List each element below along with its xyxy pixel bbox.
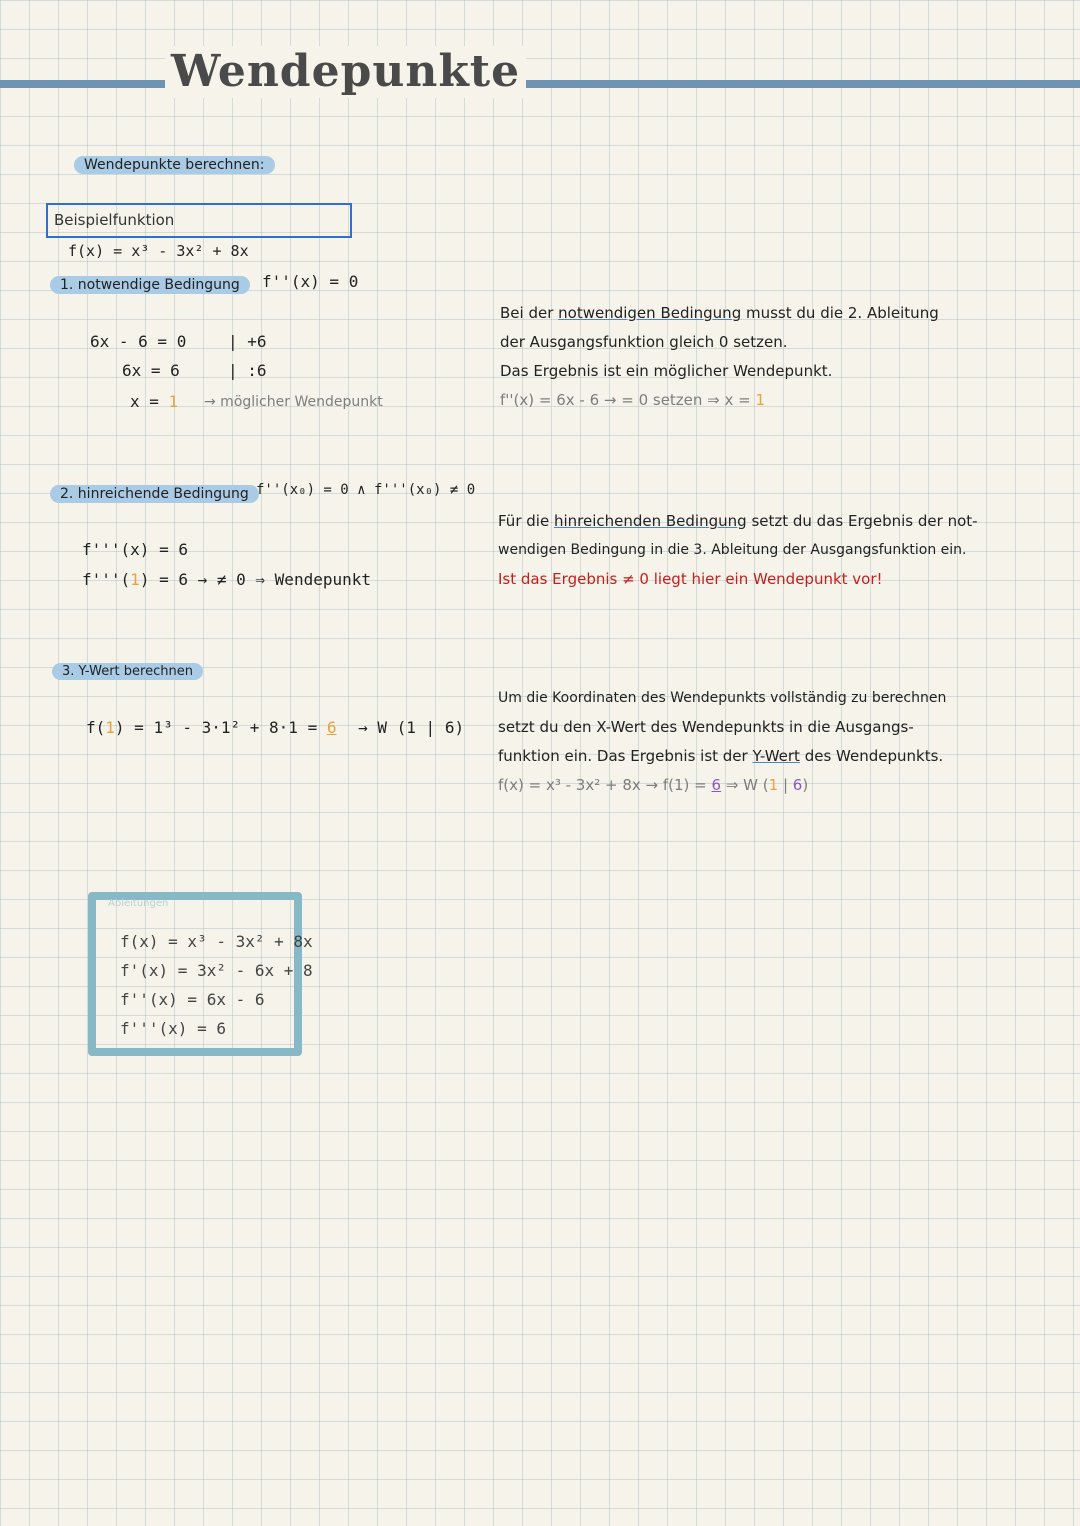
- step3-equation: [86, 718, 464, 737]
- note3-line3: [498, 742, 946, 771]
- step3-heading: [52, 660, 203, 679]
- note3-line4-result: 6: [711, 776, 722, 794]
- derivative-line: f''(x) = 6x - 6: [120, 990, 265, 1009]
- example-function-box: [46, 203, 352, 260]
- step1-eq3: [130, 392, 178, 411]
- note1-line3: Das Ergebnis ist ein möglicher Wendepunkt.: [500, 362, 833, 380]
- step1-eq1: 6x - 6 = 0: [90, 332, 187, 351]
- step1-op1: | +6: [228, 332, 267, 351]
- step2-eq2-value: 1: [130, 570, 140, 589]
- step2-heading-text: 2. hinreichende Bedingung: [50, 485, 259, 503]
- note3-line1: Um die Koordinaten des Wendepunkts vollständig zu berechnen: [498, 690, 947, 706]
- note2: [498, 507, 978, 594]
- derivative-line: f'''(x) = 6: [120, 1019, 226, 1038]
- step1-op2: | :6: [228, 361, 267, 380]
- step1-eq3-value: 1: [168, 392, 179, 411]
- step3-eq-result: 6: [326, 718, 337, 737]
- step3-eq-a: f(: [86, 718, 106, 737]
- derivative-line: f'(x) = 3x² - 6x + 8: [120, 961, 313, 980]
- step1-note: → möglicher Wendepunkt: [204, 394, 383, 410]
- note3-line3-underlined: Y-Wert: [752, 747, 800, 765]
- note1: [500, 299, 939, 415]
- step2-eq2-a: f'''(: [82, 570, 131, 589]
- section-heading: [74, 154, 275, 173]
- note3-line2: setzt du den X-Wert des Wendepunkts in die Ausgangs-: [498, 718, 914, 736]
- step2-eq2-b: ) = 6 → ≠ 0 ⇒ Wendepunkt: [139, 570, 371, 589]
- derivative-line: f(x) = x³ - 3x² + 8x: [120, 932, 313, 951]
- note3-line4-x: 1: [768, 776, 779, 794]
- step1-eq3-left: x =: [130, 392, 159, 411]
- note1-line4-a: f''(x) = 6x - 6 → = 0 setzen ⇒ x =: [500, 391, 751, 409]
- note1-line4-value: 1: [755, 391, 766, 409]
- note1-line1-b: musst du die 2. Ableitung: [746, 304, 939, 322]
- step3-heading-text: 3. Y-Wert berechnen: [52, 663, 203, 680]
- note2-line2: wendigen Bedingung in die 3. Ableitung der Ausgangsfunktion ein.: [498, 542, 967, 558]
- step1-heading: [50, 274, 250, 293]
- example-function: f(x) = x³ - 3x² + 8x: [68, 242, 249, 260]
- note2-line1: [498, 507, 978, 536]
- step2-eq1: f'''(x) = 6: [82, 540, 188, 559]
- note2-line3: Ist das Ergebnis ≠ 0 liegt hier ein Wendepunkt vor!: [498, 570, 883, 588]
- note1-line4: [500, 386, 939, 415]
- section-heading-text: Wendepunkte berechnen:: [74, 156, 275, 174]
- step3-eq-c: 1³ - 3·1² + 8·1: [153, 718, 298, 737]
- example-label: Beispielfunktion: [54, 211, 175, 229]
- note3-line4-sep: |: [778, 776, 793, 794]
- note3-line4-y: 6: [792, 776, 803, 794]
- step1-heading-text: 1. notwendige Bedingung: [50, 276, 250, 294]
- step1-eq2: 6x = 6: [122, 361, 180, 380]
- note3-line4-a: f(x) = x³ - 3x² + 8x → f(1) =: [498, 776, 707, 794]
- step3-eq-point: → W (1 | 6): [358, 718, 465, 737]
- step2-eq2: [82, 570, 371, 589]
- note1-line1-underlined: notwendigen Bedingung: [558, 304, 742, 322]
- note1-line1: [500, 299, 939, 328]
- note3-line3-a: funktion ein. Das Ergebnis ist der: [498, 747, 748, 765]
- title-rule: [0, 80, 1080, 88]
- note3-line4-end: ): [802, 776, 809, 794]
- note2-line1-a: Für die: [498, 512, 550, 530]
- step2-heading: [50, 483, 259, 502]
- note1-line2: der Ausgangsfunktion gleich 0 setzen.: [500, 333, 788, 351]
- note2-line1-underlined: hinreichenden Bedingung: [553, 512, 747, 530]
- step2-condition: f''(x₀) = 0 ∧ f'''(x₀) ≠ 0: [256, 482, 476, 498]
- note3-line4: [498, 771, 946, 800]
- step1-condition: f''(x) = 0: [262, 272, 359, 291]
- step3-eq-b: ) =: [114, 718, 154, 737]
- derivatives-label: Ableitungen: [108, 898, 169, 909]
- page-title: Wendepunkte: [165, 46, 526, 98]
- step3-eq-equals: =: [297, 718, 327, 737]
- derivatives-box: [88, 892, 313, 1056]
- step3-eq-x: 1: [105, 718, 115, 737]
- note2-line1-b: setzt du das Ergebnis der not-: [751, 512, 978, 530]
- note3-line3-b: des Wendepunkts.: [804, 747, 944, 765]
- note3: [498, 684, 946, 800]
- note3-line4-arrow: ⇒ W (: [725, 776, 769, 794]
- note1-line1-a: Bei der: [500, 304, 554, 322]
